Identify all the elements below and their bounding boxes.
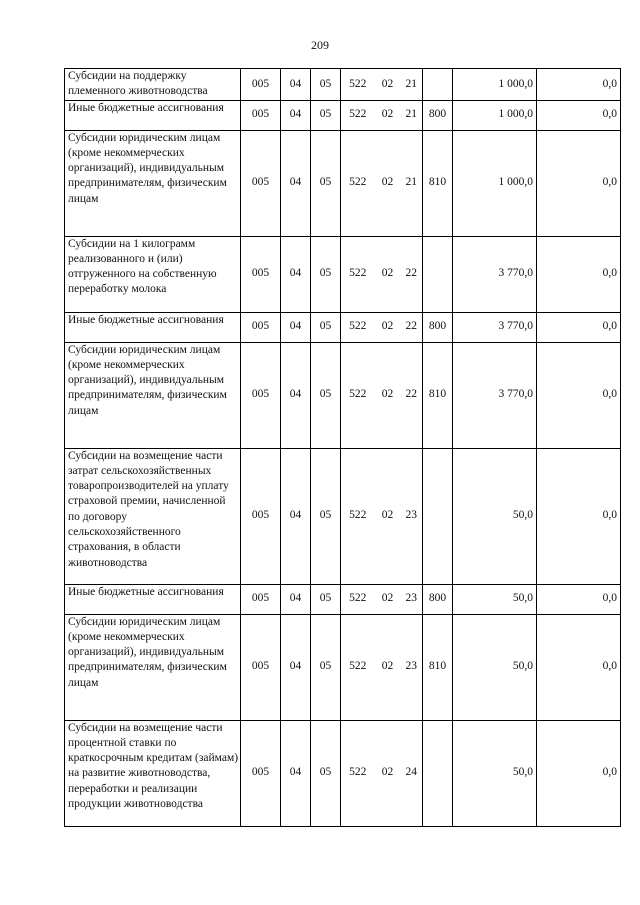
target-article-part3: 23 [401,584,423,614]
table-row [65,69,621,101]
amount-2: 0,0 [537,448,621,584]
table-row [65,584,621,614]
budget-table [64,68,621,827]
target-article-part2: 02 [375,100,401,130]
row-name: Субсидии на 1 килограмм реализованного и (или) отгруженного на собственную переработку молока [65,236,241,312]
target-article-part2: 02 [375,69,401,101]
subsection-code: 05 [311,720,341,826]
expense-type-code: 800 [423,584,453,614]
section-code: 04 [281,312,311,342]
target-article-part1: 522 [341,342,375,448]
target-article-part3: 21 [401,100,423,130]
table-row [65,236,621,312]
expense-type-code: 810 [423,130,453,236]
amount-2: 0,0 [537,236,621,312]
subsection-code: 05 [311,236,341,312]
target-article-part2: 02 [375,448,401,584]
amount-1: 50,0 [453,614,537,720]
expense-type-code [423,448,453,584]
amount-2: 0,0 [537,100,621,130]
subsection-code: 05 [311,584,341,614]
target-article-part2: 02 [375,720,401,826]
admin-code: 005 [241,614,281,720]
subsection-code: 05 [311,448,341,584]
section-code: 04 [281,720,311,826]
row-name: Субсидии юридическим лицам (кроме некоммерческих организаций), индивидуальным предпринимателям, физическим лицам [65,614,241,720]
amount-2: 0,0 [537,614,621,720]
subsection-code: 05 [311,100,341,130]
admin-code: 005 [241,69,281,101]
section-code: 04 [281,130,311,236]
target-article-part2: 02 [375,584,401,614]
table-row [65,130,621,236]
amount-2: 0,0 [537,69,621,101]
section-code: 04 [281,69,311,101]
amount-1: 3 770,0 [453,236,537,312]
row-name: Иные бюджетные ассигнования [65,584,241,614]
target-article-part2: 02 [375,130,401,236]
amount-2: 0,0 [537,130,621,236]
admin-code: 005 [241,100,281,130]
amount-2: 0,0 [537,584,621,614]
row-name: Субсидии юридическим лицам (кроме некоммерческих организаций), индивидуальным предпринимателям, физическим лицам [65,342,241,448]
row-name: Иные бюджетные ассигнования [65,100,241,130]
amount-1: 1 000,0 [453,100,537,130]
subsection-code: 05 [311,614,341,720]
target-article-part2: 02 [375,614,401,720]
amount-1: 50,0 [453,584,537,614]
section-code: 04 [281,236,311,312]
target-article-part3: 23 [401,614,423,720]
amount-1: 50,0 [453,720,537,826]
admin-code: 005 [241,312,281,342]
target-article-part1: 522 [341,448,375,584]
target-article-part1: 522 [341,584,375,614]
target-article-part1: 522 [341,614,375,720]
admin-code: 005 [241,342,281,448]
subsection-code: 05 [311,342,341,448]
subsection-code: 05 [311,130,341,236]
section-code: 04 [281,584,311,614]
amount-2: 0,0 [537,312,621,342]
target-article-part3: 24 [401,720,423,826]
target-article-part2: 02 [375,236,401,312]
target-article-part1: 522 [341,69,375,101]
table-row [65,720,621,826]
target-article-part1: 522 [341,236,375,312]
expense-type-code [423,720,453,826]
amount-1: 3 770,0 [453,312,537,342]
expense-type-code [423,236,453,312]
table-body [65,69,621,827]
row-name: Субсидии на поддержку племенного животноводства [65,69,241,101]
table-row [65,614,621,720]
admin-code: 005 [241,720,281,826]
section-code: 04 [281,342,311,448]
amount-2: 0,0 [537,342,621,448]
row-name: Иные бюджетные ассигнования [65,312,241,342]
admin-code: 005 [241,584,281,614]
amount-1: 3 770,0 [453,342,537,448]
expense-type-code [423,69,453,101]
target-article-part3: 21 [401,130,423,236]
target-article-part1: 522 [341,312,375,342]
subsection-code: 05 [311,69,341,101]
table-row [65,342,621,448]
expense-type-code: 800 [423,100,453,130]
target-article-part2: 02 [375,312,401,342]
amount-1: 50,0 [453,448,537,584]
subsection-code: 05 [311,312,341,342]
section-code: 04 [281,614,311,720]
expense-type-code: 810 [423,614,453,720]
target-article-part1: 522 [341,720,375,826]
target-article-part1: 522 [341,130,375,236]
expense-type-code: 810 [423,342,453,448]
expense-type-code: 800 [423,312,453,342]
table-row [65,312,621,342]
target-article-part3: 22 [401,342,423,448]
table-row [65,100,621,130]
row-name: Субсидии на возмещение части затрат сельскохозяйственных товаропроизводителей на уплату страховой премии, начисленной по договору сельскохозяйственного страхования, в области животноводства [65,448,241,584]
table-row [65,448,621,584]
admin-code: 005 [241,448,281,584]
target-article-part2: 02 [375,342,401,448]
section-code: 04 [281,448,311,584]
amount-2: 0,0 [537,720,621,826]
target-article-part1: 522 [341,100,375,130]
row-name: Субсидии юридическим лицам (кроме некоммерческих организаций), индивидуальным предпринимателям, физическим лицам [65,130,241,236]
section-code: 04 [281,100,311,130]
admin-code: 005 [241,130,281,236]
amount-1: 1 000,0 [453,69,537,101]
row-name: Субсидии на возмещение части процентной ставки по краткосрочным кредитам (займам) на развитие животноводства, переработки и реализации продукции животноводства [65,720,241,826]
target-article-part3: 23 [401,448,423,584]
amount-1: 1 000,0 [453,130,537,236]
admin-code: 005 [241,236,281,312]
page-number: 209 [311,38,329,52]
target-article-part3: 22 [401,236,423,312]
target-article-part3: 22 [401,312,423,342]
target-article-part3: 21 [401,69,423,101]
